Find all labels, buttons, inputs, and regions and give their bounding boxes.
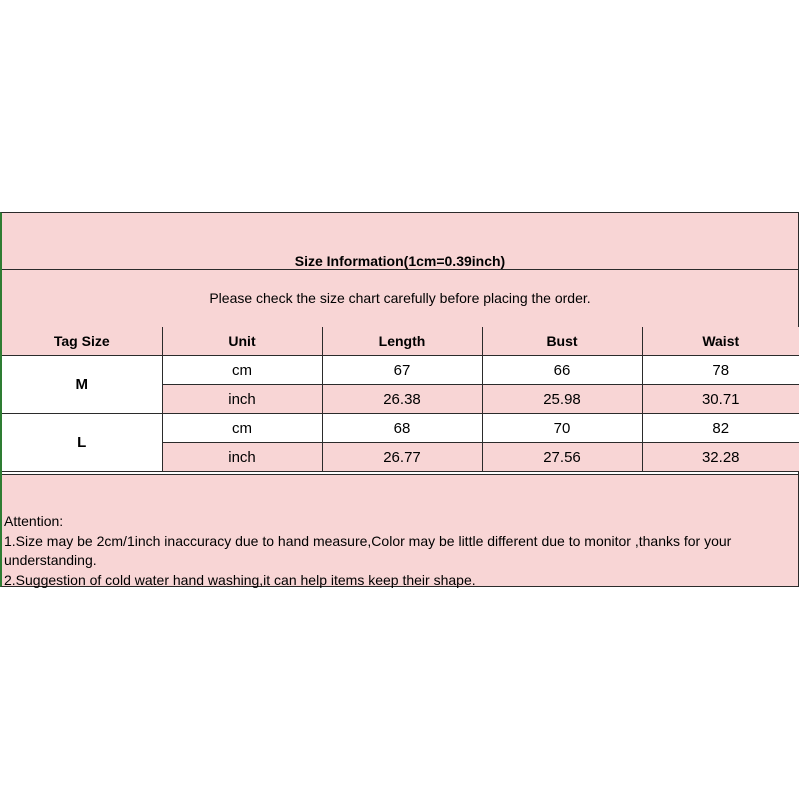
table-row xyxy=(2,414,799,443)
waist-cell: 30.71 xyxy=(642,385,799,414)
waist-cell: 82 xyxy=(642,414,799,443)
length-cell: 26.77 xyxy=(322,443,482,472)
header-waist: Waist xyxy=(642,327,799,356)
order-note: Please check the size chart carefully before placing the order. xyxy=(209,290,591,306)
note-row xyxy=(2,270,798,328)
waist-cell: 78 xyxy=(642,356,799,385)
size-table xyxy=(2,327,799,472)
size-chart xyxy=(0,212,799,587)
size-chart-title: Size Information(1cm=0.39inch) xyxy=(294,253,506,269)
length-cell: 68 xyxy=(322,414,482,443)
bust-cell: 25.98 xyxy=(482,385,642,414)
attention-heading: Attention: xyxy=(4,513,64,529)
length-cell: 67 xyxy=(322,356,482,385)
attention-line-1a: 1.Size may be 2cm/1inch inaccuracy due to hand measure,Color may be little different due to monitor ,thanks for your xyxy=(4,532,732,549)
bust-cell: 27.56 xyxy=(482,443,642,472)
table-row xyxy=(2,356,799,385)
bust-cell: 70 xyxy=(482,414,642,443)
unit-cell: inch xyxy=(162,443,322,472)
unit-cell: cm xyxy=(162,414,322,443)
waist-cell: 32.28 xyxy=(642,443,799,472)
attention-line-1b: understanding. xyxy=(4,552,97,568)
table-header-row xyxy=(2,327,799,356)
header-bust: Bust xyxy=(482,327,642,356)
header-unit: Unit xyxy=(162,327,322,356)
attention-section xyxy=(2,474,798,586)
tag-size-cell: L xyxy=(2,414,162,472)
header-tag-size: Tag Size xyxy=(2,327,162,356)
attention-text xyxy=(4,512,794,590)
attention-line-2: 2.Suggestion of cold water hand washing,it can help items keep their shape. xyxy=(4,571,476,588)
header-length: Length xyxy=(322,327,482,356)
title-row xyxy=(2,213,798,270)
length-cell: 26.38 xyxy=(322,385,482,414)
bust-cell: 66 xyxy=(482,356,642,385)
unit-cell: cm xyxy=(162,356,322,385)
tag-size-cell: M xyxy=(2,356,162,414)
unit-cell: inch xyxy=(162,385,322,414)
